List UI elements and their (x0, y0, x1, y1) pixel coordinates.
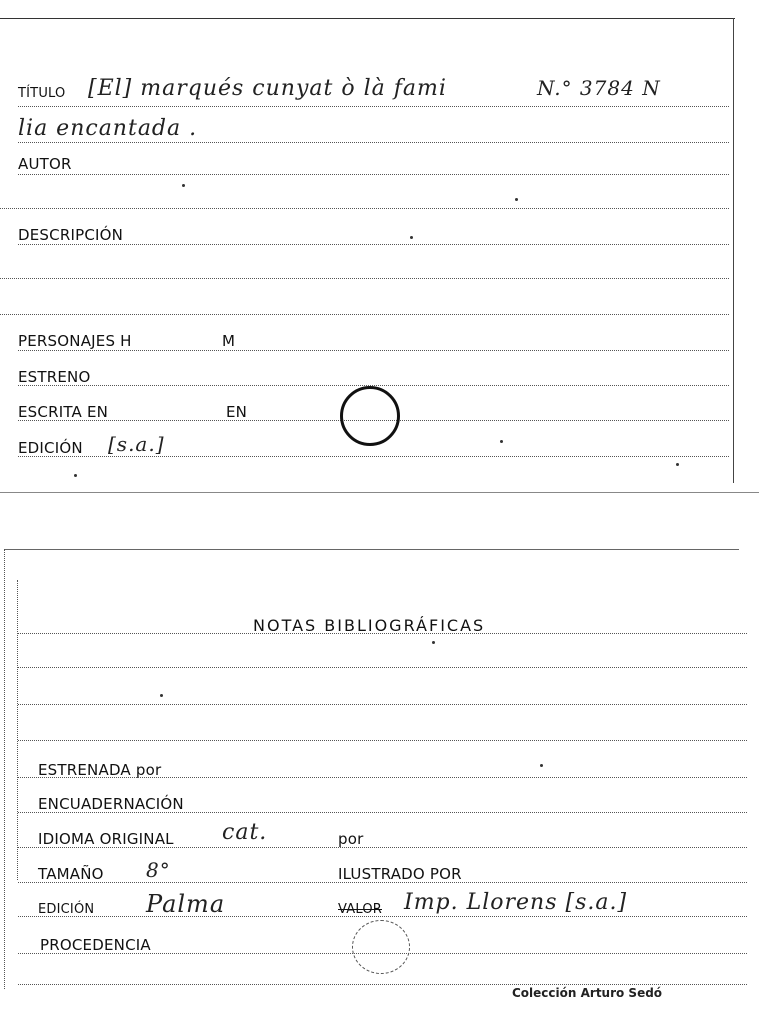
collection-credit: Colección Arturo Sedó (512, 986, 663, 1000)
card-top-edge (4, 549, 739, 550)
descripcion-rule-3 (0, 314, 729, 315)
idioma-handwritten: cat. (222, 820, 268, 845)
speck (182, 184, 185, 187)
edicion2-handwritten: Palma (146, 890, 226, 918)
personajes-label: PERSONAJES H (18, 332, 132, 350)
autor-rule-2 (0, 208, 729, 209)
idioma-label: IDIOMA ORIGINAL (38, 830, 174, 848)
tamano-label: TAMAÑO (38, 865, 104, 883)
escrita-label: ESCRITA EN (18, 403, 109, 421)
card-left-edge (4, 549, 5, 989)
card-bottom-edge (0, 492, 759, 493)
titulo-handwritten-line1: [El] marqués cunyat ò là fami (88, 76, 447, 101)
speck (676, 463, 679, 466)
card-top-edge (0, 18, 735, 19)
personajes-rule (18, 350, 729, 351)
speck (410, 236, 413, 239)
idioma-rule (18, 847, 747, 848)
speck (540, 764, 543, 767)
edicion-handwritten: [s.a.] (108, 432, 165, 456)
notas-rule-2 (18, 667, 747, 668)
por-label: por (338, 830, 364, 848)
descripcion-rule-2 (0, 278, 729, 279)
descripcion-rule-1 (18, 244, 729, 245)
titulo-rule-2 (18, 142, 729, 143)
edicion-rule (18, 456, 729, 457)
notas-title: NOTAS BIBLIOGRÁFICAS (253, 616, 486, 635)
titulo-label: TÍTULO (18, 86, 66, 101)
mujeres-label: M (222, 332, 236, 350)
edicion2-rule (18, 916, 747, 917)
procedencia-label: PROCEDENCIA (40, 936, 151, 954)
encuadernacion-label: ENCUADERNACIÓN (38, 795, 184, 813)
notas-rule-1 (18, 633, 747, 634)
punch-hole-faint (352, 920, 410, 974)
valor-handwritten: Imp. Llorens [s.a.] (404, 890, 628, 915)
speck (432, 641, 435, 644)
notas-rule-4 (18, 740, 747, 741)
punch-hole (340, 386, 400, 446)
numero-handwritten: N.° 3784 N (537, 76, 661, 100)
encuadernacion-rule (18, 812, 747, 813)
card-left-margin (17, 580, 18, 880)
card-right-edge (733, 18, 734, 483)
autor-label: AUTOR (18, 155, 72, 173)
titulo-handwritten-line2: lia encantada . (18, 116, 198, 141)
speck (160, 694, 163, 697)
valor-label: VALOR (338, 902, 382, 917)
tamano-rule (18, 882, 747, 883)
estrenada-label: ESTRENADA por (38, 761, 162, 779)
ilustrado-label: ILUSTRADO POR (338, 865, 462, 883)
estreno-label: ESTRENO (18, 368, 91, 386)
edicion-label: EDICIÓN (18, 439, 83, 457)
autor-rule-1 (18, 174, 729, 175)
tamano-handwritten: 8° (146, 858, 171, 882)
estrenada-rule (18, 777, 747, 778)
titulo-rule-1 (18, 106, 729, 107)
speck (74, 474, 77, 477)
notas-rule-3 (18, 704, 747, 705)
edicion2-label: EDICIÓN (38, 902, 95, 917)
descripcion-label: DESCRIPCIÓN (18, 226, 124, 244)
speck (500, 440, 503, 443)
bottom-rule (18, 984, 747, 985)
speck (515, 198, 518, 201)
escrita-en-label: EN (226, 403, 248, 421)
